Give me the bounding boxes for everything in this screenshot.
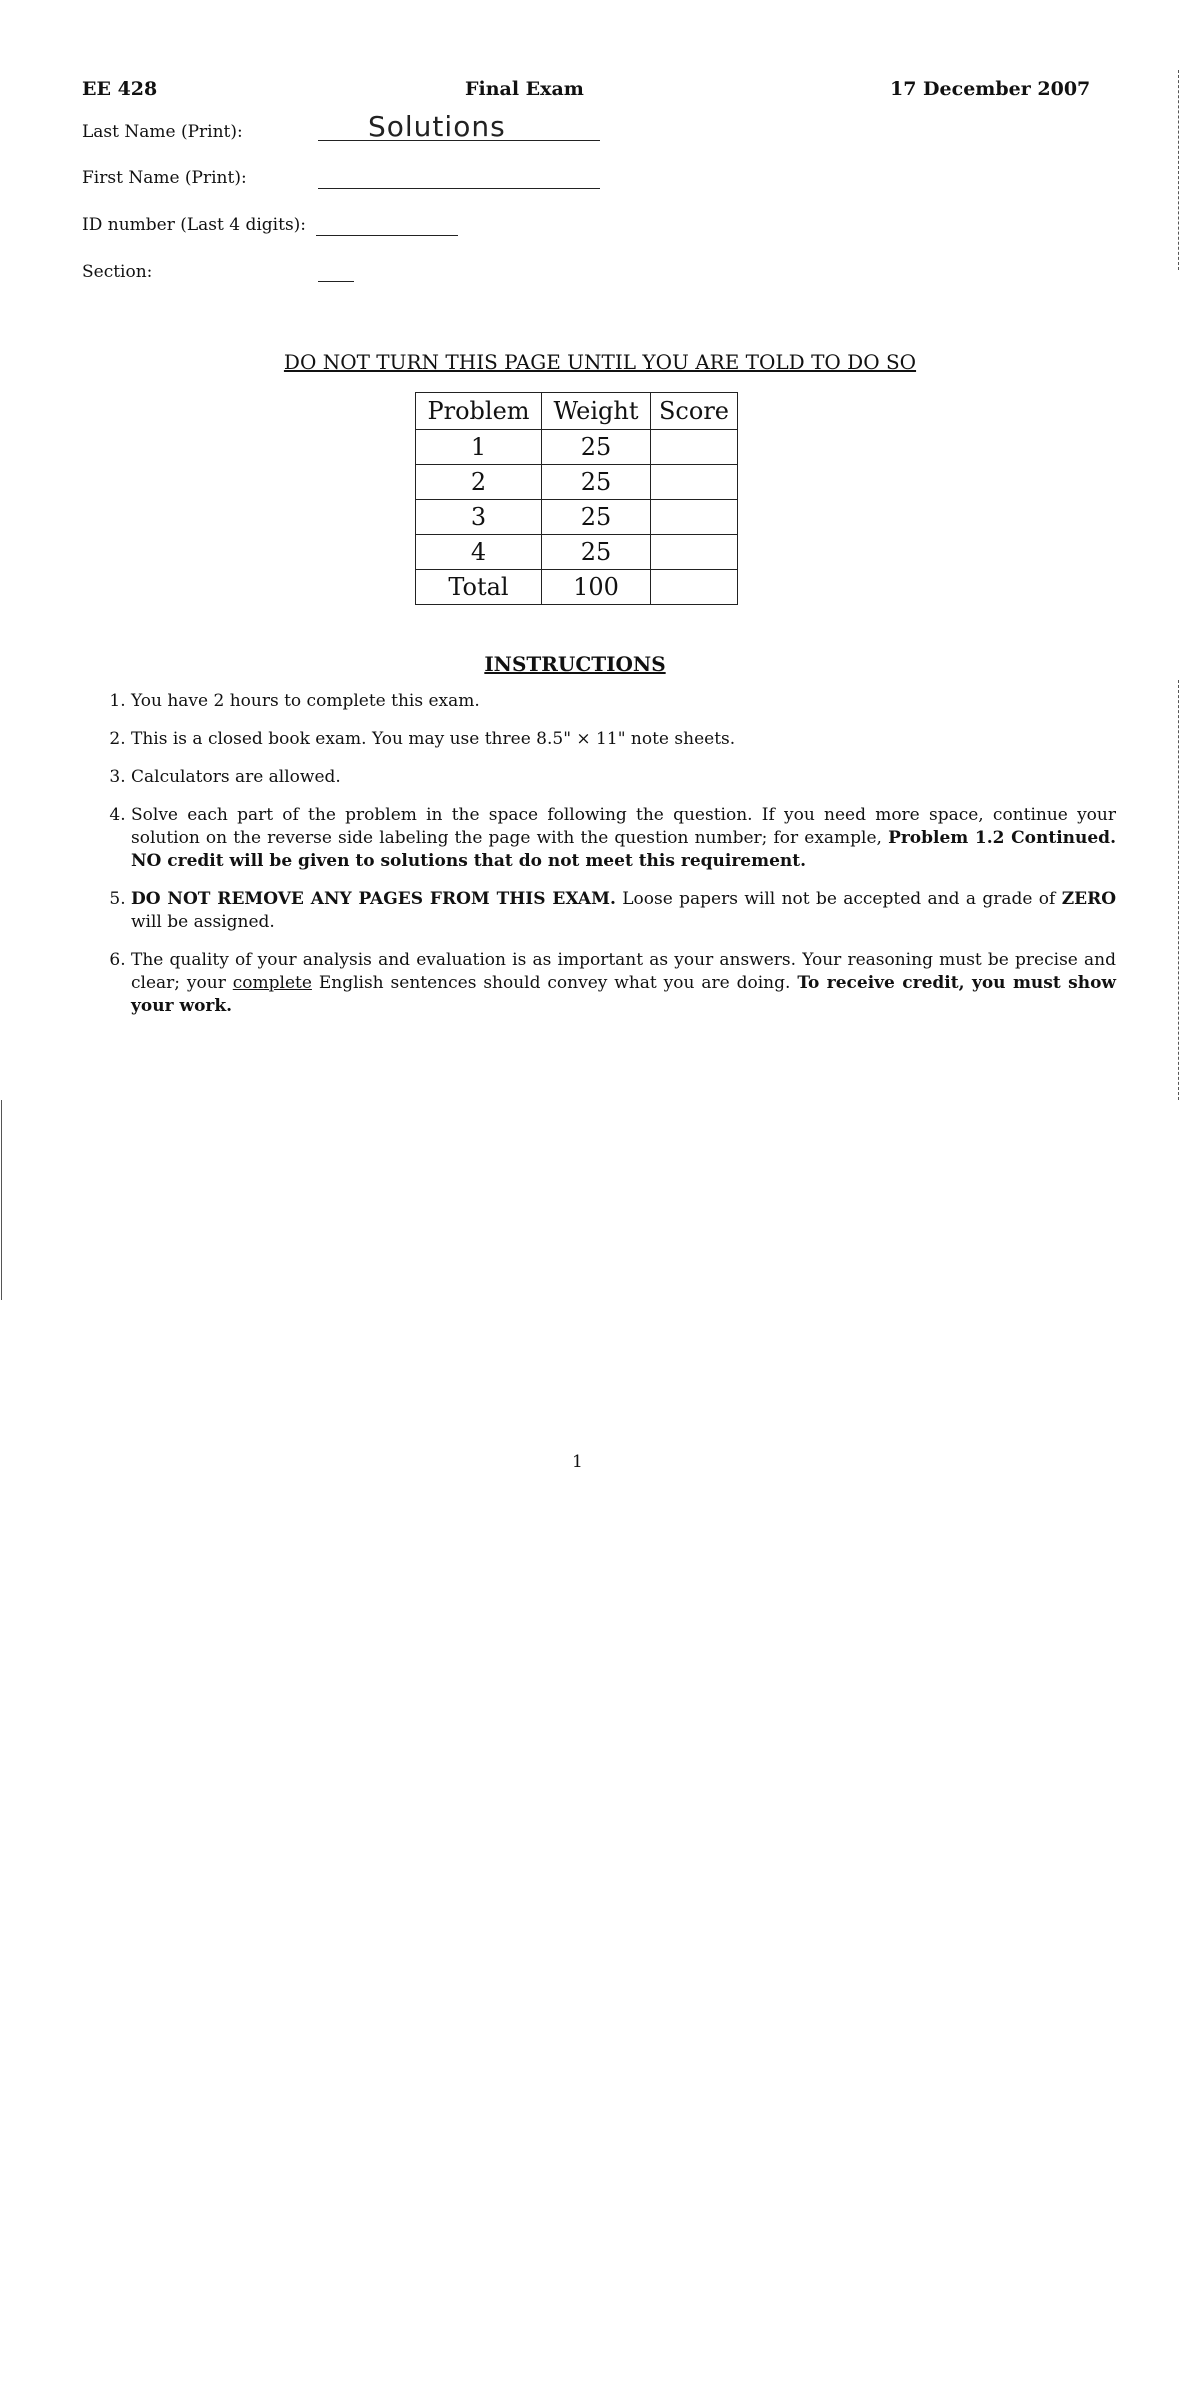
- weight-cell: 25: [542, 535, 651, 570]
- instruction-text: Loose papers will not be accepted and a grade of: [622, 889, 1056, 909]
- scan-edge-line: [1178, 70, 1179, 270]
- exam-date: 17 December 2007: [890, 78, 1091, 100]
- section-label: Section:: [82, 262, 153, 282]
- instruction-underline: complete: [232, 973, 312, 993]
- instruction-text: will be assigned.: [131, 912, 275, 932]
- instructions-title: INSTRUCTIONS: [484, 652, 666, 676]
- instruction-emphasis: DO NOT REMOVE ANY PAGES FROM THIS EXAM.: [131, 889, 616, 909]
- instructions-list: [85, 690, 1116, 1033]
- instruction-text: English sentences should convey what you are doing.: [318, 973, 791, 993]
- problem-cell: 3: [416, 500, 542, 535]
- instruction-item: [131, 690, 1116, 713]
- score-cell[interactable]: [651, 535, 738, 570]
- instruction-text: This is a closed book exam. You may use three 8.5" × 11" note sheets.: [131, 729, 736, 749]
- instruction-text: The quality of your analysis and evaluation is as important as your answers. Your reasoning must be precise and clear; your: [131, 950, 1116, 993]
- table-row: [416, 430, 738, 465]
- table-row-total: [416, 570, 738, 605]
- course-code: EE 428: [82, 78, 158, 100]
- last-name-value[interactable]: Solutions: [368, 110, 506, 143]
- id-number-line[interactable]: [316, 235, 458, 236]
- problem-cell: 2: [416, 465, 542, 500]
- score-cell[interactable]: [651, 430, 738, 465]
- section-line[interactable]: [318, 281, 354, 282]
- instruction-item: [131, 888, 1116, 934]
- instruction-item: [131, 804, 1116, 873]
- instruction-text: You have 2 hours to complete this exam.: [131, 691, 480, 711]
- header-weight: Weight: [542, 393, 651, 430]
- score-cell[interactable]: [651, 500, 738, 535]
- weight-cell: 100: [542, 570, 651, 605]
- score-cell[interactable]: [651, 570, 738, 605]
- header-score: Score: [651, 393, 738, 430]
- score-cell[interactable]: [651, 465, 738, 500]
- instruction-emphasis: Problem 1.2 Continued. NO credit will be given to solutions that do not meet this requirement.: [131, 828, 1116, 871]
- table-row: [416, 465, 738, 500]
- last-name-label: Last Name (Print):: [82, 122, 243, 142]
- instruction-text: Calculators are allowed.: [131, 767, 341, 787]
- table-header-row: [416, 393, 738, 430]
- problem-cell: Total: [416, 570, 542, 605]
- id-number-label: ID number (Last 4 digits):: [82, 215, 307, 235]
- first-name-line[interactable]: [318, 188, 600, 189]
- instruction-emphasis: ZERO: [1061, 889, 1117, 909]
- instruction-item: [131, 949, 1116, 1018]
- table-row: [416, 535, 738, 570]
- weight-cell: 25: [542, 465, 651, 500]
- score-table: [415, 392, 738, 605]
- instruction-item: [131, 728, 1116, 751]
- scan-edge-line: [1178, 680, 1179, 1100]
- header-problem: Problem: [416, 393, 542, 430]
- problem-cell: 4: [416, 535, 542, 570]
- first-name-label: First Name (Print):: [82, 168, 247, 188]
- weight-cell: 25: [542, 500, 651, 535]
- do-not-turn-warning: DO NOT TURN THIS PAGE UNTIL YOU ARE TOLD TO DO SO: [283, 350, 917, 374]
- table-row: [416, 500, 738, 535]
- instruction-item: [131, 766, 1116, 789]
- weight-cell: 25: [542, 430, 651, 465]
- instruction-emphasis: To receive credit, you must show your work.: [131, 973, 1117, 1016]
- instruction-text: Solve each part of the problem in the space following the question. If you need more space, continue your solution on the reverse side labeling the page with the question number; for example,: [131, 805, 1116, 848]
- page-number: 1: [572, 1452, 583, 1472]
- scan-edge-line: [1, 1100, 2, 1300]
- exam-title: Final Exam: [465, 78, 584, 100]
- problem-cell: 1: [416, 430, 542, 465]
